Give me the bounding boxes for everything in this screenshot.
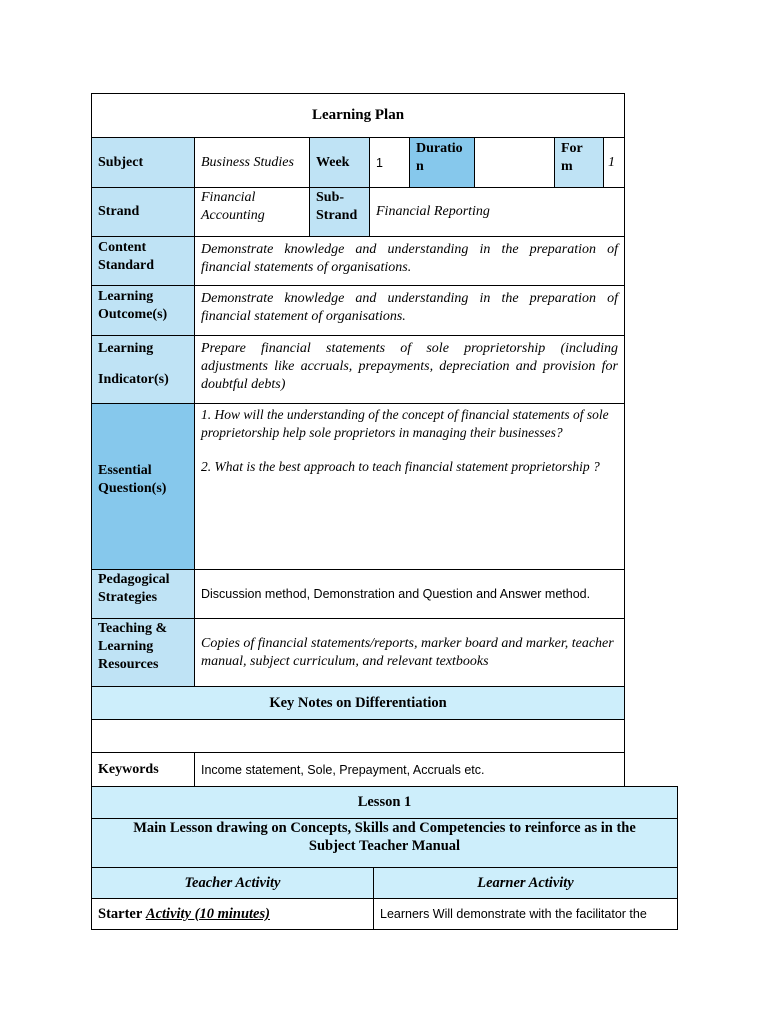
resources-label: Teaching & Learning Resources (91, 618, 195, 687)
pedagogical-value: Discussion method, Demonstration and Question and Answer method. (194, 569, 625, 619)
learner-activity-heading: Learner Activity (373, 867, 678, 899)
learning-outcome-label: Learning Outcome(s) (91, 285, 195, 336)
resources-value: Copies of financial statements/reports, marker board and marker, teacher manual, subject curriculum, and relevant textbooks (194, 618, 625, 687)
starter-label: Starter (98, 906, 143, 922)
keywords-value: Income statement, Sole, Prepayment, Accruals etc. (194, 752, 625, 787)
form-value: 1 (603, 137, 625, 188)
differentiation-value (91, 719, 625, 753)
content-standard-label: Content Standard (91, 236, 195, 286)
learning-outcome-value: Demonstrate knowledge and understanding in the preparation of financial statement of organisations. (194, 285, 625, 336)
essential-questions-value (194, 403, 625, 570)
page-title: Learning Plan (311, 107, 405, 123)
duration-label: Duratio n (409, 137, 475, 188)
duration-value (474, 137, 555, 188)
starter-activity: Activity (10 minutes) (145, 906, 270, 922)
essential-question-2: 2. What is the best approach to teach financial statement proprietorship ? (201, 459, 600, 474)
essential-question-1: 1. How will the understanding of the concept of financial statements of sole proprietorship help sole proprietors in managing their businesses? (201, 407, 609, 440)
learning-indicator-label: Learning Indicator(s) (91, 335, 195, 404)
learning-indicator-value: Prepare financial statements of sole proprietorship (including adjustments like accruals, prepayments, depreciation and provision for doubtful debts) (194, 335, 625, 404)
content-standard-value: Demonstrate knowledge and understanding in the preparation of financial statements of organisations. (194, 236, 625, 286)
subject-value: Business Studies (194, 137, 310, 188)
subject-label: Subject (91, 137, 195, 188)
title-row (91, 93, 625, 138)
sub-strand-label: Sub- Strand (309, 187, 370, 237)
strand-value: Financial Accounting (194, 187, 310, 237)
week-label: Week (309, 137, 370, 188)
starter-activity-cell (91, 898, 374, 930)
essential-questions-label: Essential Question(s) (91, 403, 195, 570)
week-value: 1 (369, 137, 410, 188)
differentiation-heading: Key Notes on Differentiation (91, 686, 625, 720)
form-label: For m (554, 137, 604, 188)
lesson-heading: Lesson 1 (91, 786, 678, 819)
sub-strand-value: Financial Reporting (369, 187, 625, 237)
learner-activity-cell: Learners Will demonstrate with the facilitator the (373, 898, 678, 930)
keywords-label: Keywords (91, 752, 195, 787)
main-lesson-heading: Main Lesson drawing on Concepts, Skills and Competencies to reinforce as in the Subject Teacher Manual (91, 818, 678, 868)
strand-label: Strand (91, 187, 195, 237)
teacher-activity-heading: Teacher Activity (91, 867, 374, 899)
pedagogical-label: Pedagogical Strategies (91, 569, 195, 619)
